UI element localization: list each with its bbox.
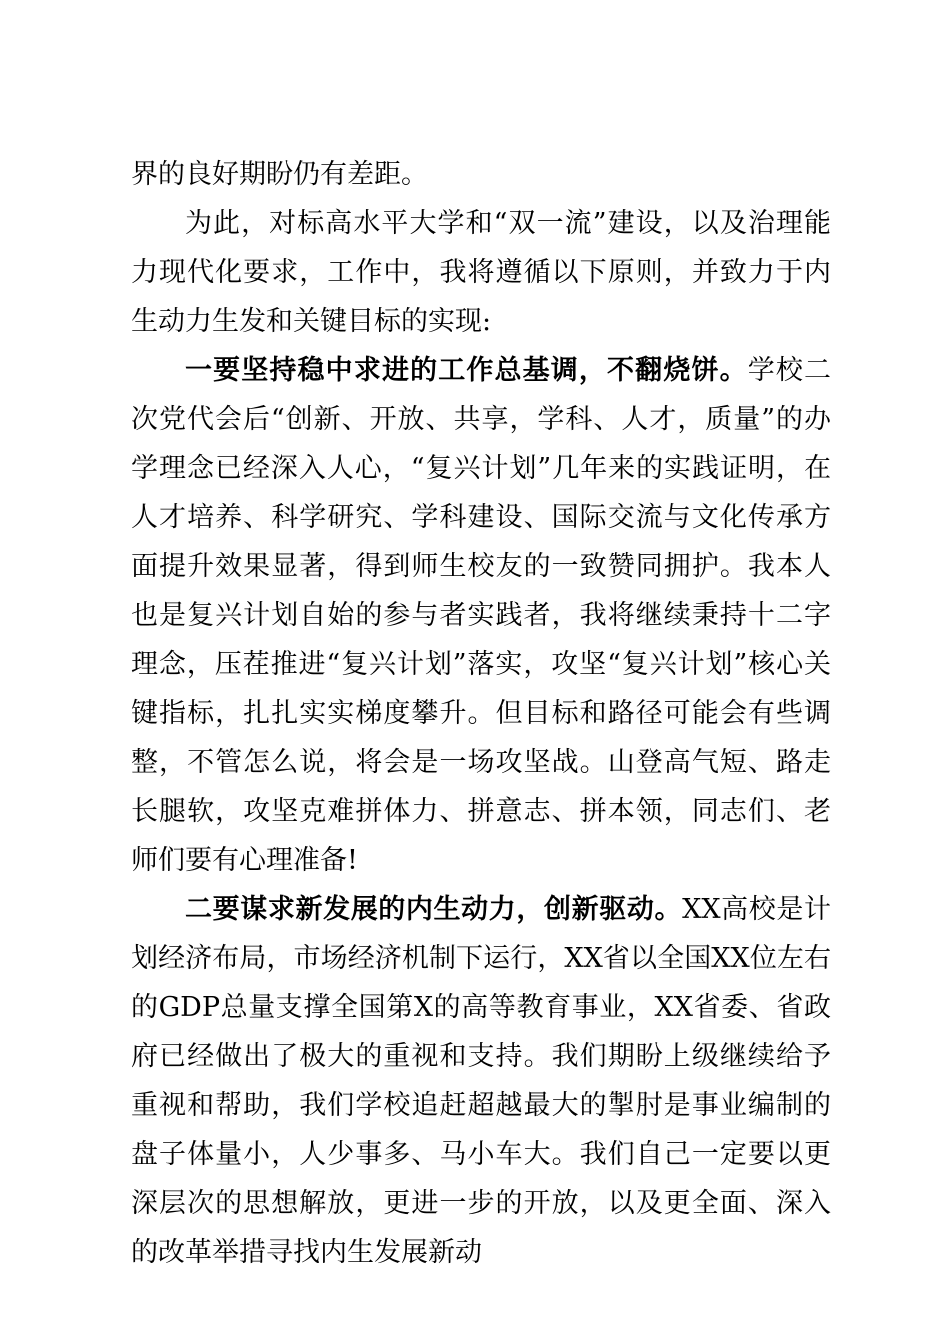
paragraph-text: 为此，对标高水平大学和“双一流”建设，以及治理能力现代化要求，工作中，我将遵循以下原则，并致力于内生动力生发和关键目标的实现:	[131, 208, 831, 337]
paragraph-text: 界的良好期盼仍有差距。	[131, 159, 428, 190]
paragraph-intro	[131, 199, 831, 346]
paragraph-principle-2	[131, 885, 831, 1277]
paragraph-text: 学校二次党代会后“创新、开放、共享，学科、人才，质量”的办学理念已经深入人心，“复兴计划”几年来的实践证明，在人才培养、科学研究、学科建设、国际交流与文化传承方面提升效果显著，得到师生校友的一致赞同拥护。我本人也是复兴计划自始的参与者实践者，我将继续秉持十二字理念，压茬推进“复兴计划”落实，攻坚“复兴计划”核心关键指标，扎扎实实梯度攀升。但目标和路径可能会有些调整，不管怎么说，将会是一场攻坚战。山登高气短、路走长腿软，攻坚克难拼体力、拼意志、拼本领，同志们、老师们要有心理准备!	[131, 355, 832, 876]
paragraph-lead: 二要谋求新发展的内生动力，创新驱动。	[185, 894, 683, 925]
paragraph-text: XX高校是计划经济布局，市场经济机制下运行，XX省以全国XX位左右的GDP总量支撑全国第X的高等教育事业，XX省委、省政府已经做出了极大的重视和支持。我们期盼上级继续给予重视和帮助，我们学校追赶超越最大的掣肘是事业编制的盘子体量小，人少事多、马小车大。我们自己一定要以更深层次的思想解放，更进一步的开放，以及更全面、深入的改革举措寻找内生发展新动	[131, 894, 832, 1268]
paragraph-principle-1	[131, 346, 831, 885]
document-body	[131, 150, 831, 1277]
paragraph-continuation	[131, 150, 831, 199]
paragraph-lead: 一要坚持稳中求进的工作总基调，不翻烧饼。	[185, 355, 748, 386]
